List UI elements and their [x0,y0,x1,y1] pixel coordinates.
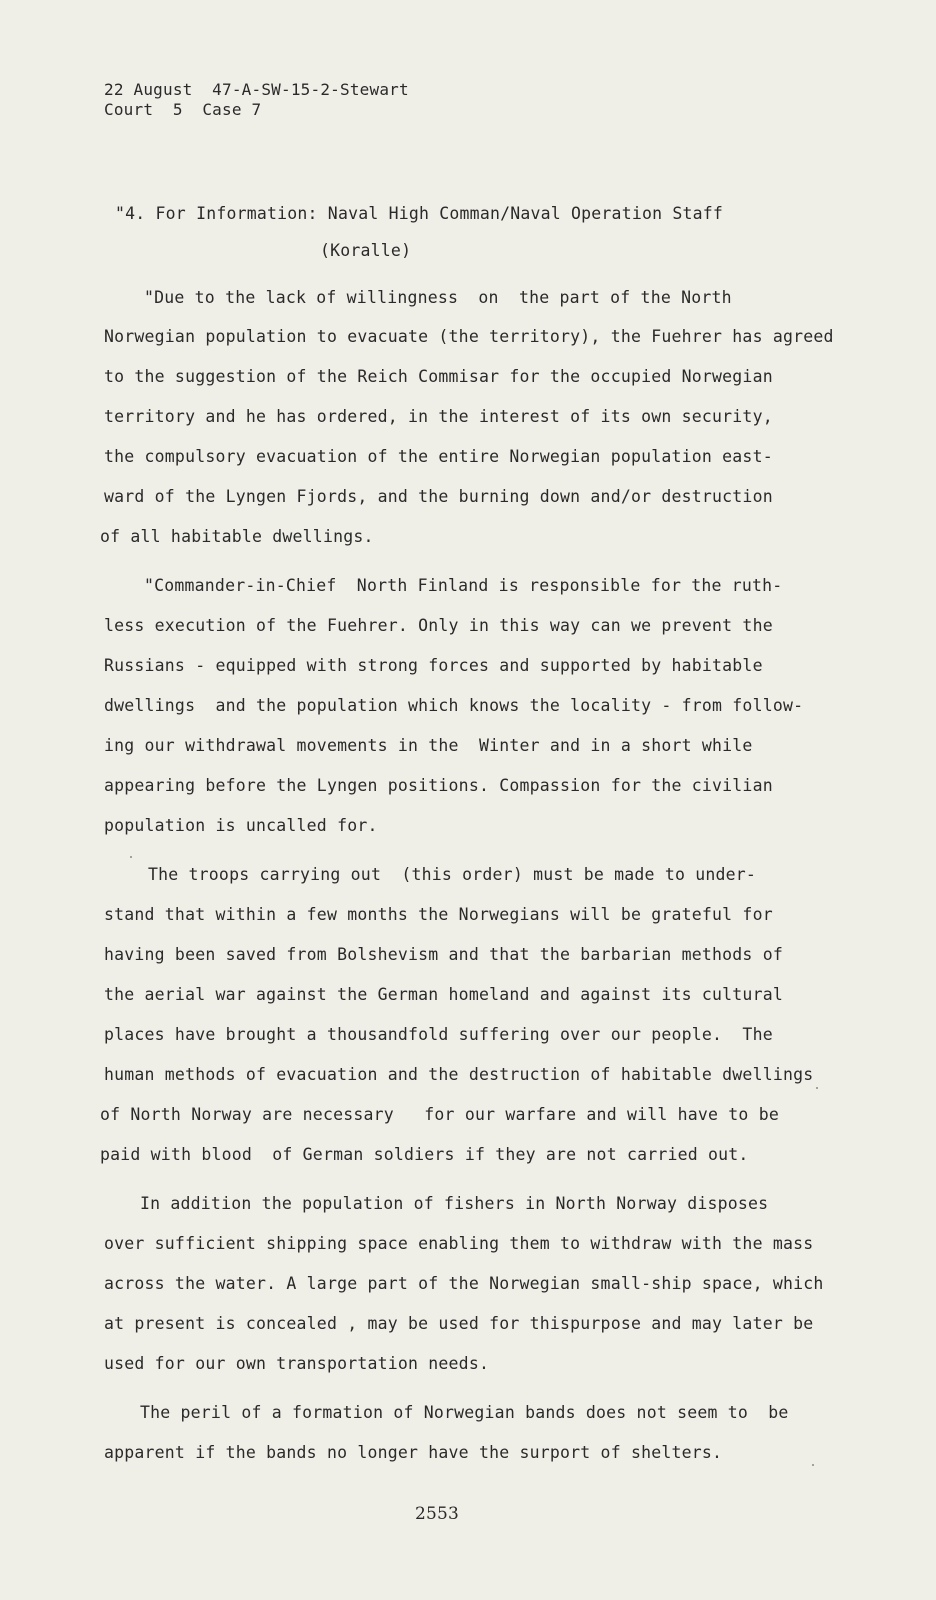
paragraph-4-line: across the water. A large part of the Norwegian small-ship space, which [104,1274,824,1293]
paragraph-2-line: appearing before the Lyngen positions. Compassion for the civilian [104,776,773,795]
paragraph-3-line: having been saved from Bolshevism and that the barbarian methods of [104,945,783,964]
paragraph-1-line: the compulsory evacuation of the entire Norwegian population east- [104,447,773,466]
paragraph-5-line: The peril of a formation of Norwegian bands does not seem to be [140,1403,789,1422]
page-number: 2553 [415,1504,460,1524]
paragraph-3-line: stand that within a few months the Norwegians will be grateful for [104,905,773,924]
paragraph-4-line: over sufficient shipping space enabling them to withdraw with the mass [104,1234,814,1253]
paper-speck [816,1087,818,1089]
paragraph-3-line: human methods of evacuation and the destruction of habitable dwellings [104,1065,814,1084]
paragraph-5-line: apparent if the bands no longer have the surport of shelters. [104,1443,723,1462]
heading-line: "4. For Information: Naval High Comman/Naval Operation Staff [115,204,724,223]
paragraph-2-line: population is uncalled for. [104,816,378,835]
paragraph-2-line: ing our withdrawal movements in the Winter and in a short while [104,736,753,755]
paragraph-1-line: ward of the Lyngen Fjords, and the burning down and/or destruction [104,487,773,506]
heading-subline: (Koralle) [320,241,412,260]
paragraph-2-line: dwellings and the population which knows the locality - from follow- [104,696,804,715]
paragraph-3-line: The troops carrying out (this order) must be made to under- [148,865,757,884]
paragraph-1-line: Norwegian population to evacuate (the territory), the Fuehrer has agreed [104,327,834,346]
paragraph-4-line: used for our own transportation needs. [104,1354,490,1373]
paragraph-4-line: In addition the population of fishers in North Norway disposes [140,1194,769,1213]
paragraph-1-line: territory and he has ordered, in the interest of its own security, [104,407,773,426]
paper-speck [130,856,132,858]
paragraph-4-line: at present is concealed , may be used for thispurpose and may later be [104,1314,814,1333]
paragraph-2-line: Russians - equipped with strong forces and supported by habitable [104,656,763,675]
paragraph-3-line: the aerial war against the German homeland and against its cultural [104,985,783,1004]
paragraph-1-line: "Due to the lack of willingness on the part of the North [144,288,732,307]
paragraph-1-line: of all habitable dwellings. [100,527,374,546]
paragraph-3-line: places have brought a thousandfold suffering over our people. The [104,1025,773,1044]
paragraph-1-line: to the suggestion of the Reich Commisar for the occupied Norwegian [104,367,773,386]
header-date-reference: 22 August 47-A-SW-15-2-Stewart [104,80,409,99]
paragraph-2-line: less execution of the Fuehrer. Only in this way can we prevent the [104,616,773,635]
header-court-case: Court 5 Case 7 [104,100,262,119]
paragraph-2-line: "Commander-in-Chief North Finland is responsible for the ruth- [144,576,783,595]
paragraph-3-line: paid with blood of German soldiers if they are not carried out. [100,1145,749,1164]
paragraph-3-line: of North Norway are necessary for our warfare and will have to be [100,1105,779,1124]
paper-speck [812,1464,814,1466]
